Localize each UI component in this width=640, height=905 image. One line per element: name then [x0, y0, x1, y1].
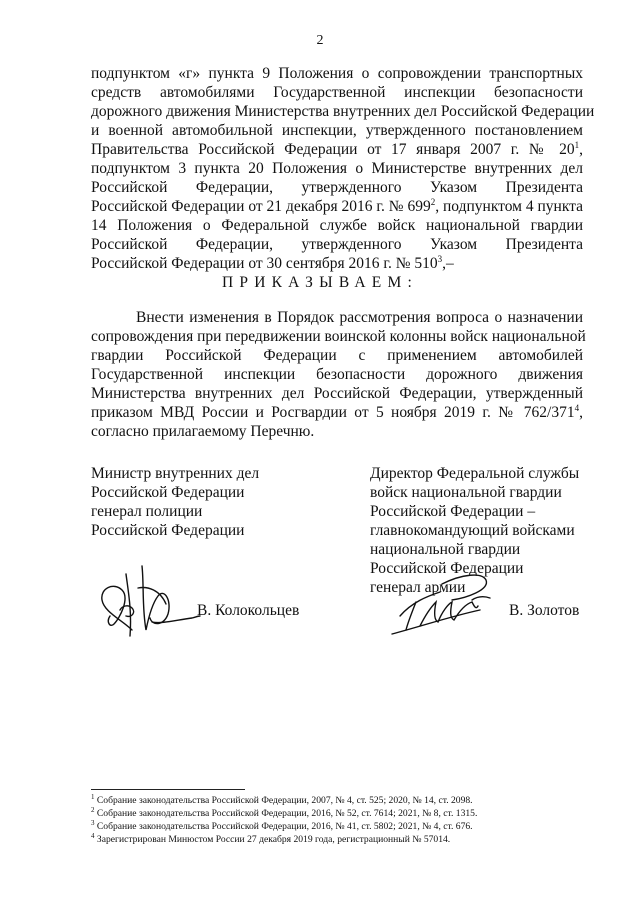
intro-line: и военной автомобильной инспекции, утвержденного постановлением — [91, 122, 583, 139]
signatory-left — [91, 464, 259, 540]
signatory-left-title: генерал полиции — [91, 503, 203, 520]
signature-left-icon — [92, 560, 212, 640]
intro-line: Правительства Российской Федерации от 17 января 2007 г. № $20^1$, — [91, 139, 583, 158]
signatory-right-title: Директор Федеральной службы — [370, 465, 580, 482]
order-line: Государственной инспекции безопасности дорожного движения — [91, 366, 583, 383]
order-line: Внести изменения в Порядок рассмотрения вопроса о назначении — [136, 309, 583, 326]
signatory-right-title: национальной гвардии — [370, 541, 521, 558]
intro-line: подпунктом 3 пункта 20 Положения о Министерстве внутренних дел — [91, 160, 583, 177]
signatory-left-title: Российской Федерации — [91, 522, 245, 539]
order-line: сопровождения при передвижении воинской колонны войск национальной — [91, 328, 586, 345]
order-paragraph — [91, 308, 586, 441]
order-heading: ПРИКАЗЫВАЕМ: — [222, 274, 418, 291]
footnote-ref: 3 — [437, 253, 443, 264]
signatory-right-name: В. Золотов — [509, 602, 580, 619]
footnote: $^3$ Собрание законодательства Российской Федерации, 2016, № 41, ст. 5802; 2021, № 4, ст. 676. — [91, 818, 473, 832]
signatory-right-title: Российской Федерации — [370, 560, 524, 577]
order-line: согласно прилагаемому Перечню. — [91, 423, 315, 440]
signatory-right-title: войск национальной гвардии — [370, 484, 562, 501]
footnote-ref: 2 — [430, 196, 436, 207]
page-number: 2 — [316, 33, 324, 48]
footnote: $^1$ Собрание законодательства Российской Федерации, 2007, № 4, ст. 525; 2020, № 14, ст. 2098. — [91, 792, 473, 806]
intro-line: подпунктом «г» пункта 9 Положения о сопровождении транспортных — [91, 65, 583, 82]
intro-line: Российской Федерации от 30 сентября 2016 г. № $510^3,-$ — [91, 253, 454, 272]
order-line: Министерства внутренних дел Российской Федерации, утвержденный — [91, 385, 583, 402]
footnote-divider — [91, 789, 245, 790]
intro-line: Российской Федерации от 21 декабря 2016 г. № $699^2$, подпунктом 4 пункта — [91, 196, 584, 215]
signatory-right-title: генерал армии — [370, 579, 466, 596]
footnote: $^2$ Собрание законодательства Российской Федерации, 2016, № 52, ст. 7614; 2021, № 8, ст. 1315. — [91, 805, 478, 819]
signature-right-icon — [382, 566, 497, 638]
order-line: гвардии Российской Федерации с применением автомобилей — [91, 347, 583, 364]
intro-line: дорожного движения Министерства внутренних дел Российской Федерации — [91, 103, 595, 120]
intro-line: Российской Федерации, утвержденного Указом Президента — [91, 236, 583, 253]
footnote: $^4$ Зарегистрирован Минюстом России 27 декабря 2019 года, регистрационный № 57014. — [91, 831, 451, 845]
order-line: приказом МВД России и Росгвардии от 5 ноября 2019 г. № $762/371^4$, — [91, 402, 583, 421]
intro-line: 14 Положения о Федеральной службе войск национальной гвардии — [91, 217, 583, 234]
intro-paragraph — [91, 64, 595, 273]
signatory-right-title: главнокомандующий войсками — [370, 522, 575, 539]
intro-line: Российской Федерации, утвержденного Указом Президента — [91, 179, 583, 196]
footnotes — [91, 794, 591, 846]
signatory-right-title: Российской Федерации – — [370, 503, 536, 520]
signatory-left-title: Министр внутренних дел — [91, 465, 260, 482]
intro-line: средств автомобилями Государственной инспекции безопасности — [91, 84, 583, 101]
signatory-left-title: Российской Федерации — [91, 484, 245, 501]
footnote-ref: 1 — [574, 139, 580, 150]
footnote-ref: 4 — [574, 402, 580, 413]
signatory-left-name: В. Колокольцев — [197, 602, 300, 619]
